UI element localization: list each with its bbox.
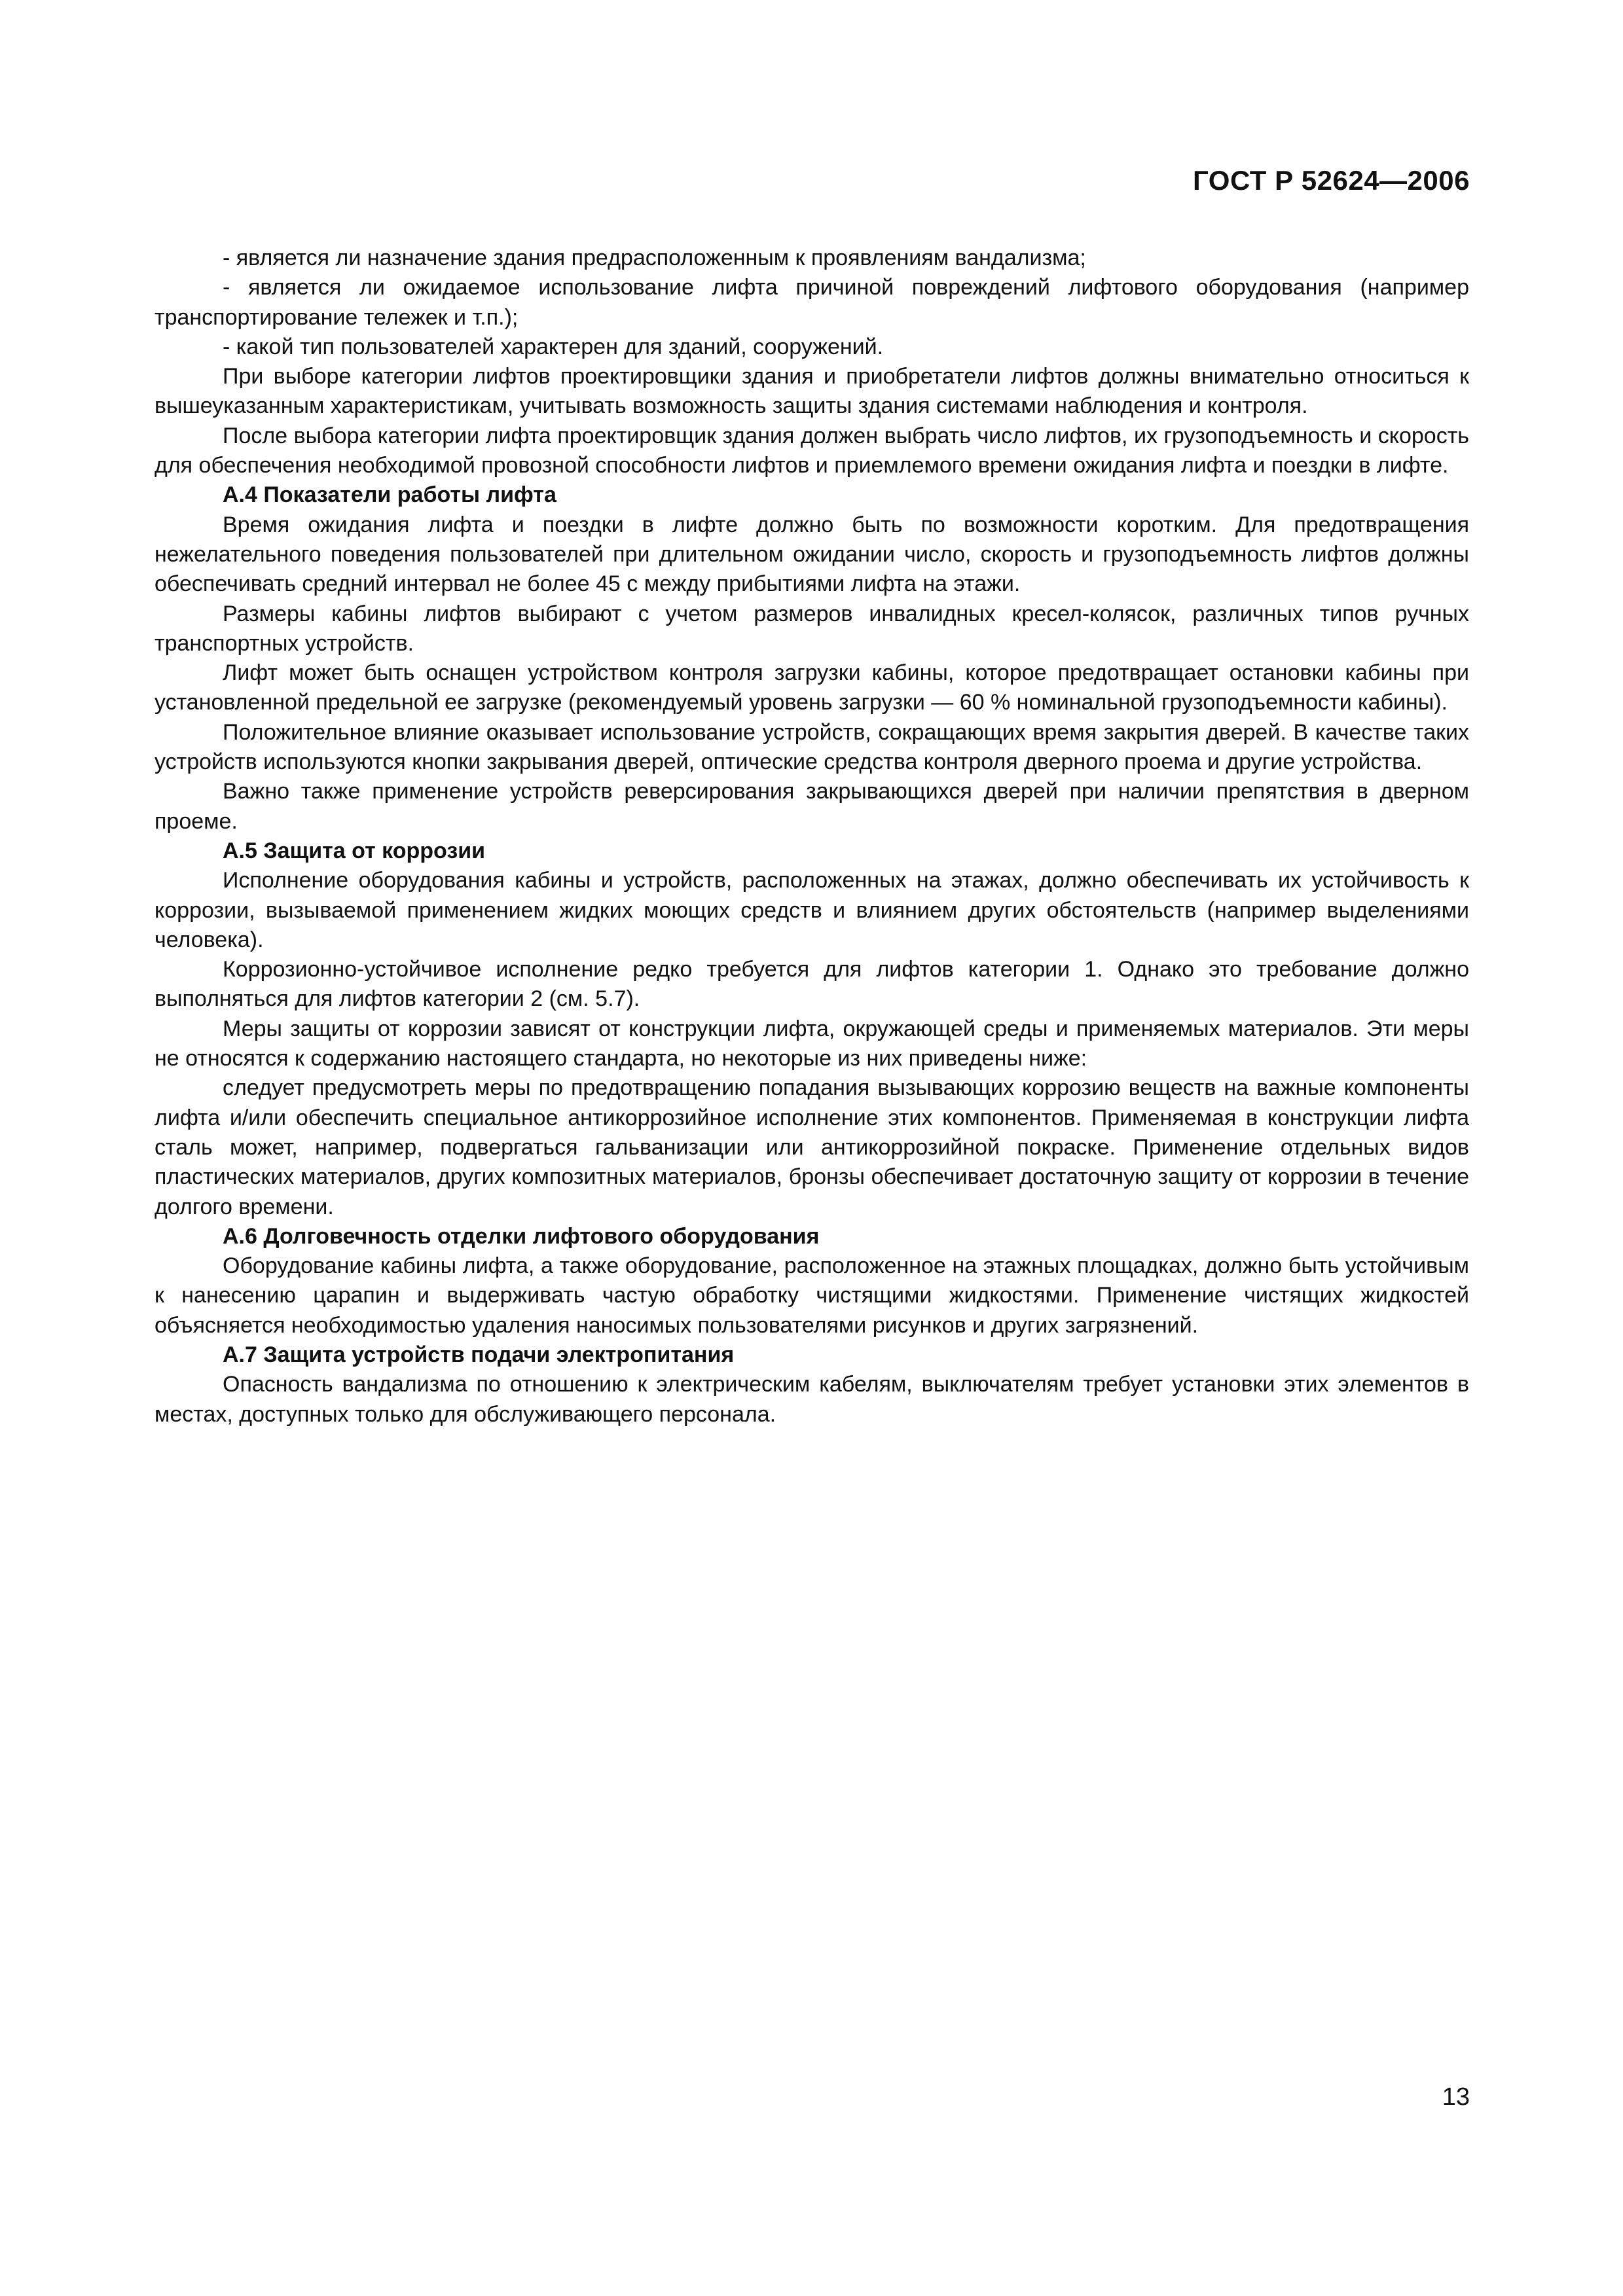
- paragraph: Исполнение оборудования кабины и устройств, расположенных на этажах, должно обеспечивать их устойчивость к коррозии, вызываемой применением жидких моющих средств и влиянием других обстоятельств (например выделениями человека).: [155, 868, 1469, 952]
- paragraph: Опасность вандализма по отношению к электрическим кабелям, выключателям требует установки этих элементов в местах, доступных только для обслуживающего персонала.: [155, 1372, 1469, 1427]
- document-code-header: ГОСТ Р 52624—2006: [1193, 165, 1470, 196]
- paragraph: При выборе категории лифтов проектировщики здания и приобретатели лифтов должны внимательно относиться к вышеуказанным характеристикам, учитывать возможность защиты здания системами наблюдения и контроля.: [155, 364, 1469, 419]
- paragraph: Меры защиты от коррозии зависят от конструкции лифта, окружающей среды и применяемых материалов. Эти меры не относятся к содержанию настоящего стандарта, но некоторые из них приведены ниже:: [155, 1016, 1469, 1071]
- paragraph: - какой тип пользователей характерен для зданий, сооружений.: [223, 334, 884, 359]
- paragraph: Лифт может быть оснащен устройством контроля загрузки кабины, которое предотвращает остановки кабины при установленной предельной ее загрузке (рекомендуемый уровень загрузки — 60 % номинальной грузоподъемности кабины).: [155, 660, 1469, 715]
- section-heading-a7: А.7 Защита устройств подачи электропитания: [223, 1342, 735, 1367]
- page-number: 13: [1442, 2083, 1470, 2111]
- paragraph: После выбора категории лифта проектировщик здания должен выбрать число лифтов, их грузоподъемность и скорость для обеспечения необходимой провозной способности лифтов и приемлемого времени ожидания лифта и поездки в лифте.: [155, 423, 1469, 478]
- paragraph: Время ожидания лифта и поездки в лифте должно быть по возможности коротким. Для предотвращения нежелательного поведения пользователей при длительном ожидании число, скорость и грузоподъемность лифтов должны обеспечивать средний интервал не более 45 с между прибытиями лифта на этажи.: [155, 512, 1469, 597]
- section-heading-a4: А.4 Показатели работы лифта: [223, 482, 556, 508]
- paragraph: Оборудование кабины лифта, а также оборудование, расположенное на этажных площадках, должно быть устойчивым к нанесению царапин и выдерживать частую обработку чистящими жидкостями. Применение чистящих жидкостей объясняется необходимостью удаления наносимых пользователями рисунков и других загрязнений.: [155, 1253, 1469, 1338]
- section-heading-a5: А.5 Защита от коррозии: [223, 838, 486, 863]
- section-heading-a6: А.6 Долговечность отделки лифтового оборудования: [223, 1223, 820, 1249]
- paragraph: - является ли назначение здания предрасположенным к проявлениям вандализма;: [223, 245, 1086, 270]
- page-body: [155, 243, 1469, 1429]
- paragraph: - является ли ожидаемое использование лифта причиной повреждений лифтового оборудования (например транспортирование тележек и т.п.);: [155, 275, 1469, 330]
- paragraph: Размеры кабины лифтов выбирают с учетом размеров инвалидных кресел-колясок, различных типов ручных транспортных устройств.: [155, 601, 1469, 656]
- paragraph: Важно также применение устройств реверсирования закрывающихся дверей при наличии препятствия в дверном проеме.: [155, 779, 1469, 834]
- paragraph: Положительное влияние оказывает использование устройств, сокращающих время закрытия дверей. В качестве таких устройств используются кнопки закрывания дверей, оптические средства контроля дверного проема и другие устройства.: [155, 719, 1469, 775]
- paragraph: Коррозионно-устойчивое исполнение редко требуется для лифтов категории 1. Однако это требование должно выполняться для лифтов категории 2 (см. 5.7).: [155, 957, 1469, 1012]
- paragraph: следует предусмотреть меры по предотвращению попадания вызывающих коррозию веществ на важные компоненты лифта и/или обеспечить специальное антикоррозийное исполнение этих компонентов. Применяемая в конструкции лифта сталь может, например, подвергаться гальванизации или антикоррозийной покраске. Применение отдельных видов пластических материалов, других композитных материалов, бронзы обеспечивает достаточную защиту от коррозии в течение долгого времени.: [155, 1075, 1469, 1219]
